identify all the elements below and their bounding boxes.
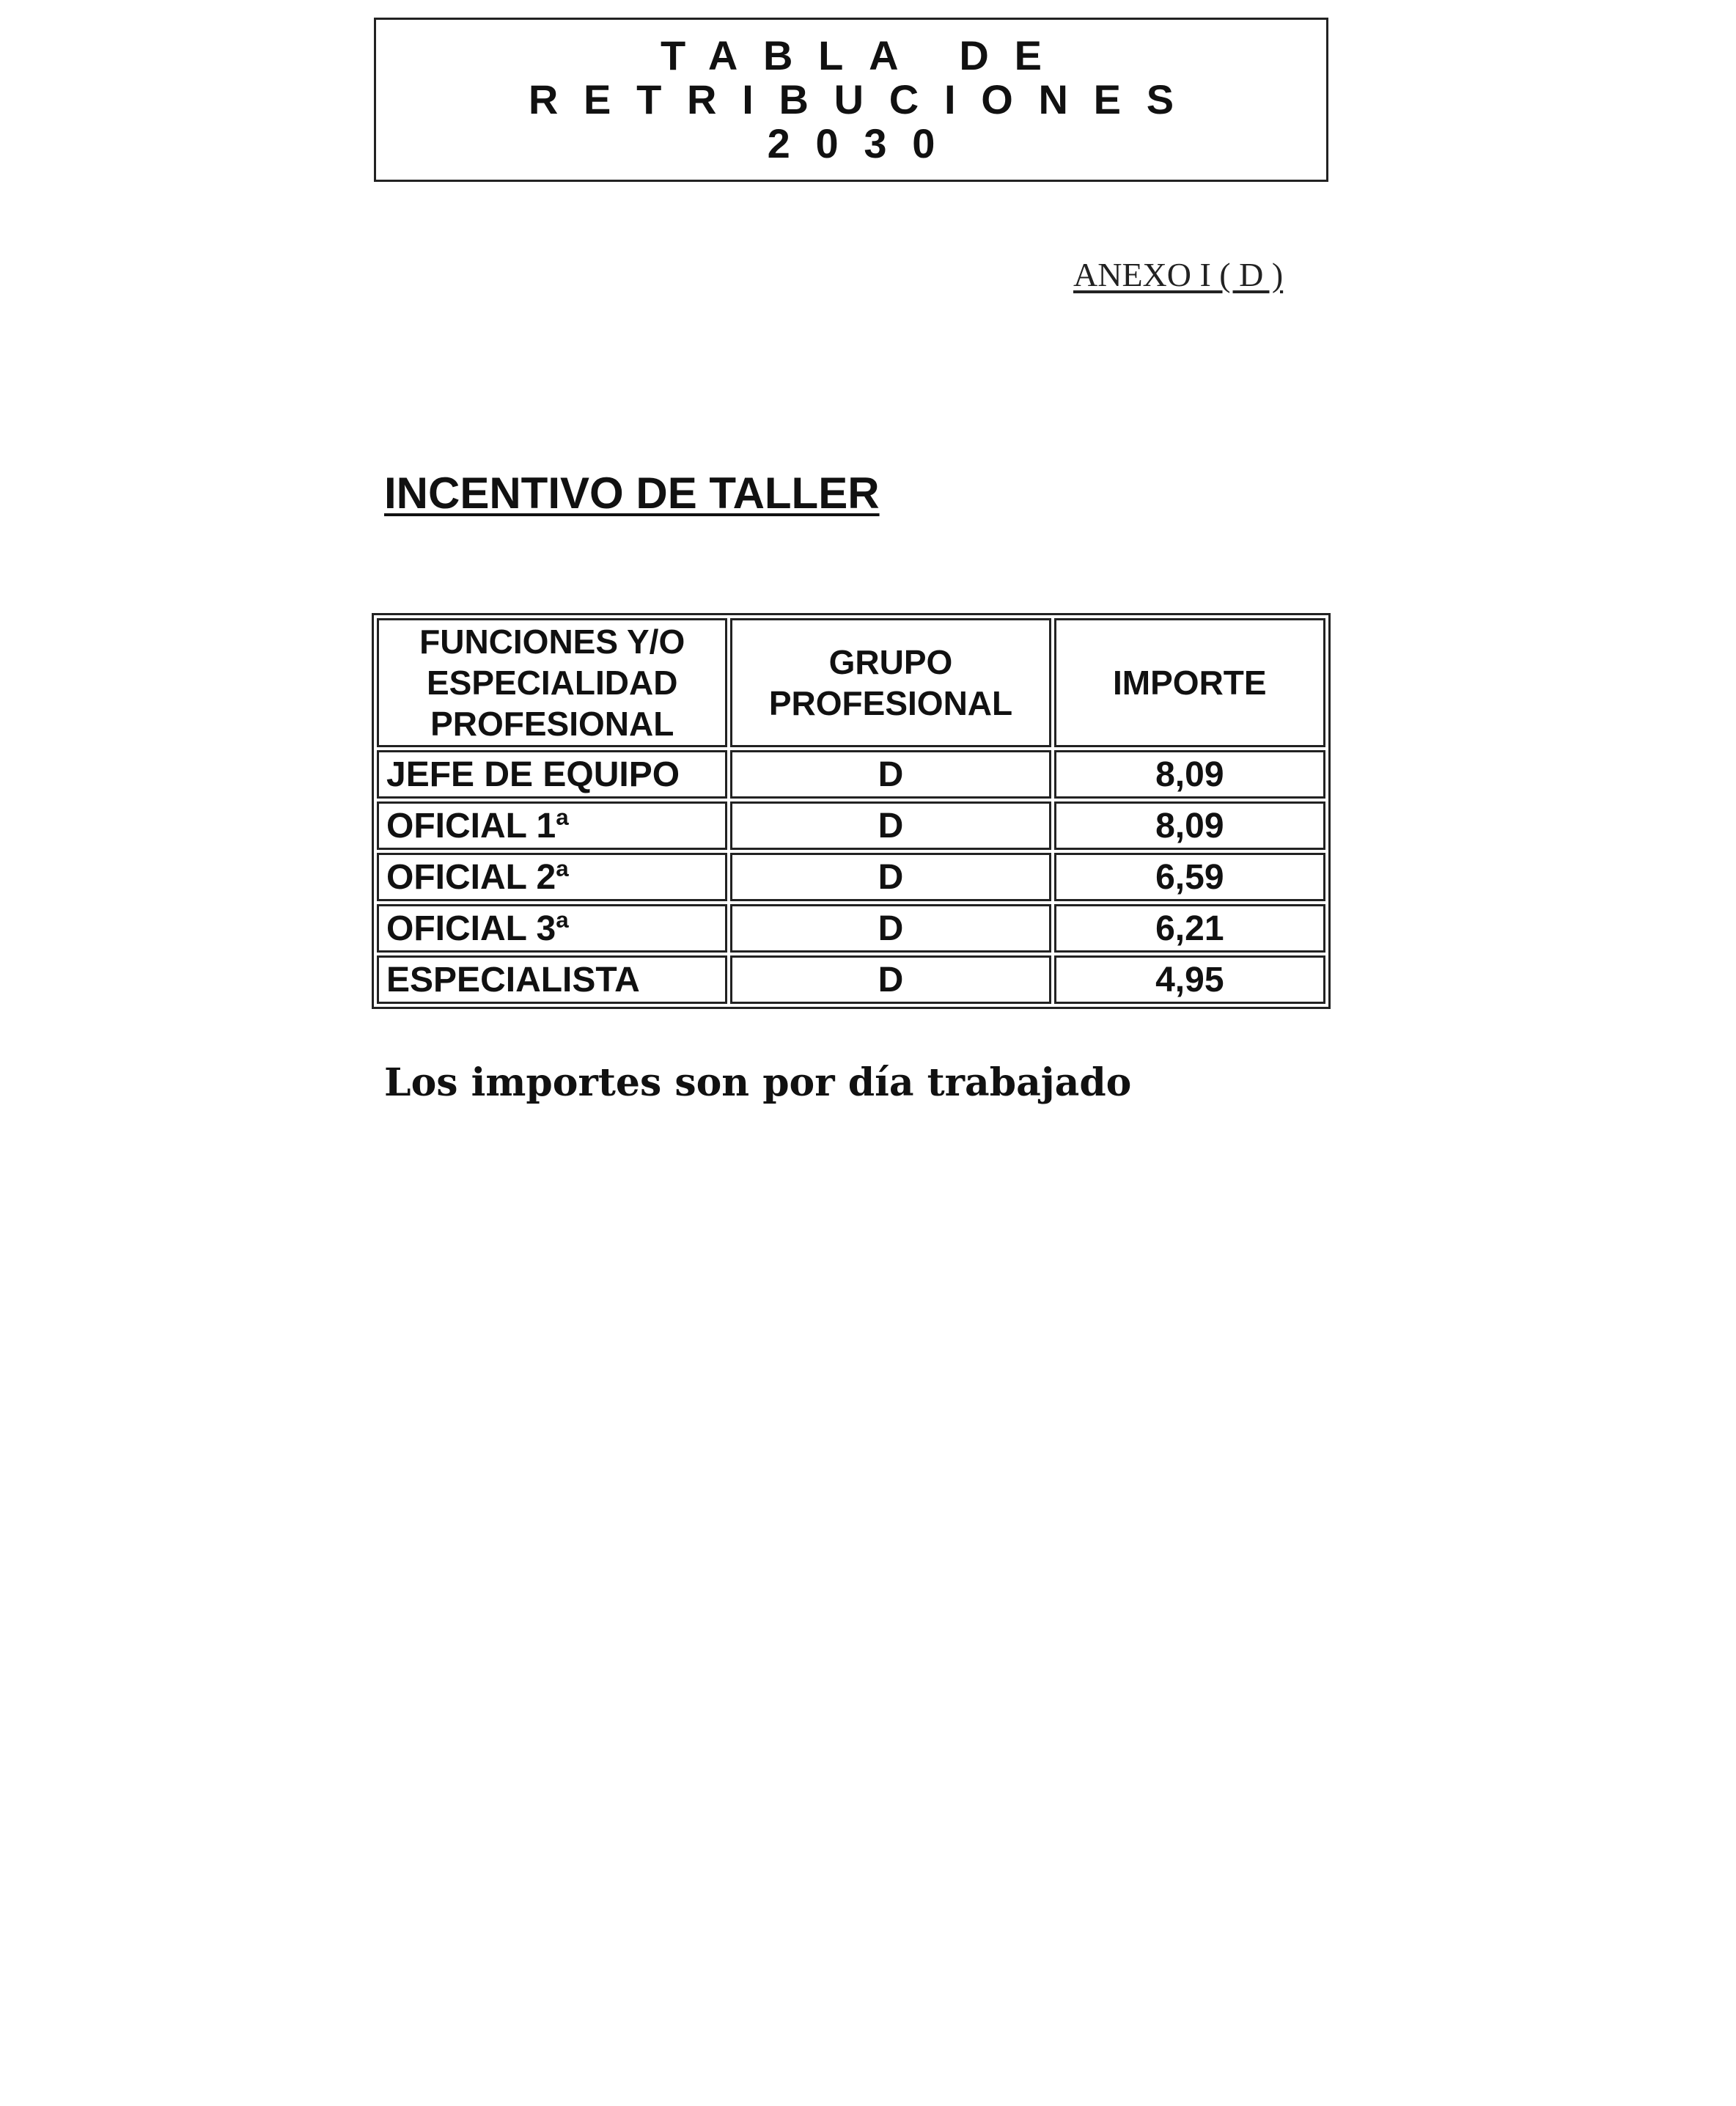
cell-grupo: D — [730, 904, 1051, 953]
cell-funcion: ESPECIALISTA — [377, 955, 727, 1004]
section-title: INCENTIVO DE TALLER — [384, 469, 880, 518]
table-row — [377, 904, 1325, 953]
cell-grupo: D — [730, 853, 1051, 901]
pay-table — [372, 613, 1331, 1009]
document-year: 2030 — [767, 120, 961, 166]
title-box — [374, 18, 1328, 182]
cell-funcion: JEFE DE EQUIPO — [377, 750, 727, 799]
cell-importe: 4,95 — [1054, 955, 1325, 1004]
cell-grupo: D — [730, 955, 1051, 1004]
cell-funcion: OFICIAL 2ª — [377, 853, 727, 901]
header-funciones: FUNCIONES Y/O ESPECIALIDAD PROFESIONAL — [377, 618, 727, 747]
cell-funcion: OFICIAL 1ª — [377, 801, 727, 850]
document-title: TABLA DE RETRIBUCIONES — [528, 32, 1199, 122]
cell-importe: 6,21 — [1054, 904, 1325, 953]
cell-funcion: OFICIAL 3ª — [377, 904, 727, 953]
footnote: Los importes son por día trabajado — [384, 1060, 1132, 1105]
cell-importe: 8,09 — [1054, 801, 1325, 850]
cell-importe: 8,09 — [1054, 750, 1325, 799]
header-grupo: GRUPO PROFESIONAL — [730, 618, 1051, 747]
cell-importe: 6,59 — [1054, 853, 1325, 901]
cell-grupo: D — [730, 801, 1051, 850]
annex-label: ANEXO I ( D ) — [1073, 256, 1284, 293]
pay-table-container — [372, 613, 1331, 1009]
header-importe: IMPORTE — [1054, 618, 1325, 747]
table-row — [377, 955, 1325, 1004]
cell-grupo: D — [730, 750, 1051, 799]
table-row — [377, 750, 1325, 799]
table-row — [377, 801, 1325, 850]
table-row — [377, 853, 1325, 901]
table-header-row — [377, 618, 1325, 747]
